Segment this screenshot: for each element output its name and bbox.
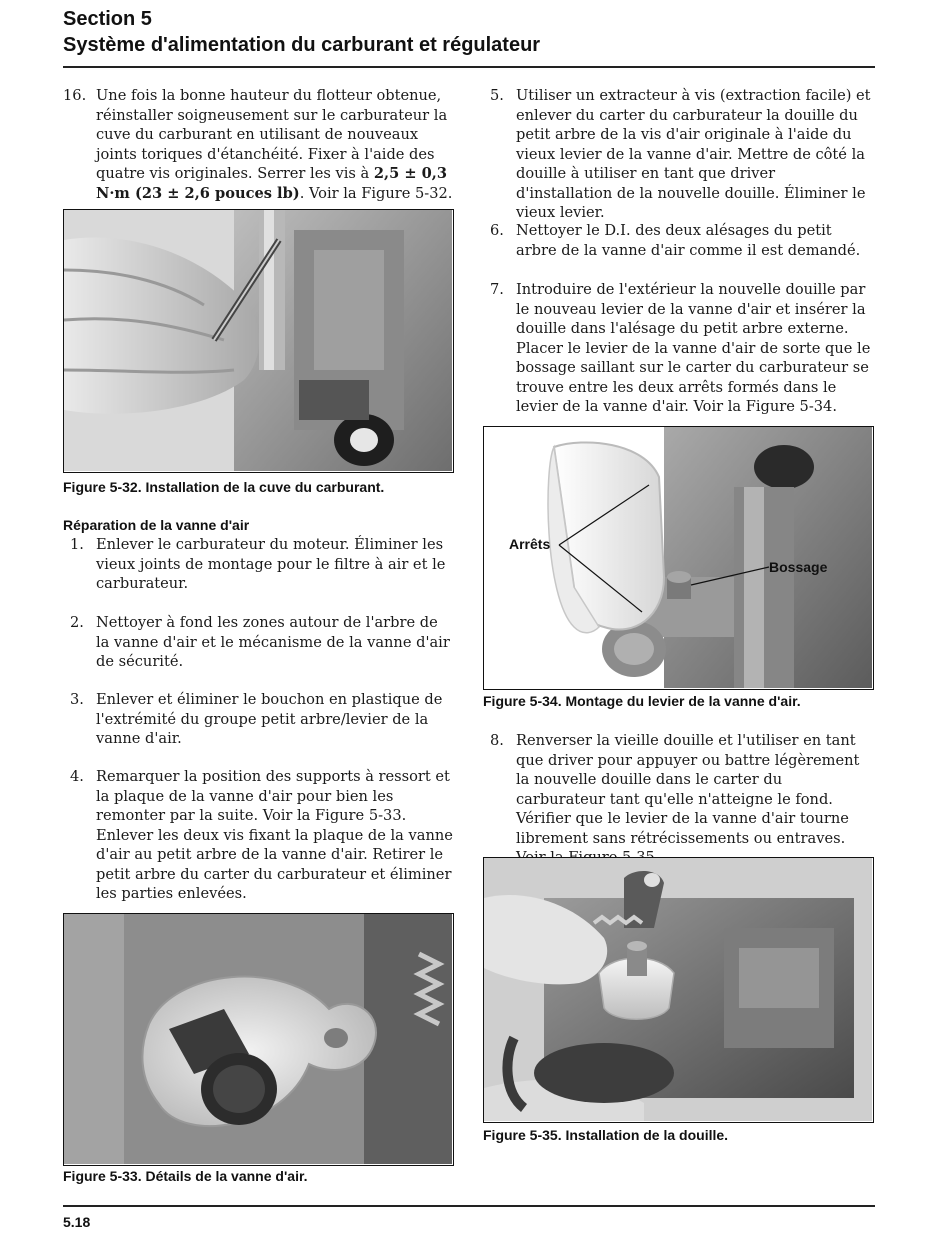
step-16	[63, 86, 455, 204]
boss-label: Bossage	[769, 559, 828, 575]
step-text: Utiliser un extracteur à vis (extraction facile) et enlever du carter du carburateur la douille du petit arbre de la vis d'air originale à l'aide du vieux levier de la vanne d'air. Mettre de côté la douille à utiliser en tant que driver d'installation de la nouvelle douille. Éliminer le vieux levier.	[516, 87, 871, 221]
step-text: Enlever et éliminer le bouchon en plastique de l'extrémité du groupe petit arbre/levier de la vanne d'air.	[96, 691, 443, 747]
figure-5-34-photo	[483, 426, 874, 690]
figure-5-34-caption: Figure 5-34. Montage du levier de la vanne d'air.	[483, 693, 801, 709]
step-number: 6.	[490, 222, 504, 239]
step-number: 2.	[70, 614, 84, 631]
figure-5-35-photo	[483, 857, 874, 1123]
stops-label: Arrêts	[509, 536, 551, 552]
step-text: Remarquer la position des supports à ressort et la plaque de la vanne d'air pour bien les remonter par la suite. Voir la Figure 5-33. Enlever les deux vis fixant la plaque de la vanne d'air au petit arbre de la vanne d'air. Retirer le petit arbre du carter du carburateur et éliminer les parties enlevées.	[96, 768, 453, 902]
header-divider	[63, 66, 875, 68]
figure-5-33-photo	[63, 913, 454, 1166]
choke-valve-detail-image	[64, 914, 452, 1164]
step-number: 8.	[490, 732, 504, 749]
subsection-heading: Réparation de la vanne d'air	[63, 517, 250, 533]
step-1	[70, 535, 455, 595]
step-text: Nettoyer à fond les zones autour de l'arbre de la vanne d'air et le mécanisme de la vanne d'air de sécurité.	[96, 614, 450, 670]
footer-divider	[63, 1205, 875, 1207]
step-text: Introduire de l'extérieur la nouvelle douille par le nouveau levier de la vanne d'air et insérer la douille dans l'alésage du petit arbre externe. Placer le levier de la vanne d'air de sorte que le bossage saillant sur le carter du carburateur se trouve entre les deux arrêts formés dans le levier de la vanne d'air. Voir la Figure 5-34.	[516, 281, 871, 415]
figure-5-33-caption: Figure 5-33. Détails de la vanne d'air.	[63, 1168, 308, 1184]
figure-5-32-photo	[63, 209, 454, 473]
step-2	[70, 613, 455, 673]
step-number: 16.	[63, 87, 87, 104]
step-8	[490, 731, 875, 851]
step-number: 7.	[490, 281, 504, 298]
step-number: 3.	[70, 691, 84, 708]
page-number: 5.18	[63, 1214, 91, 1230]
section-header	[63, 6, 875, 58]
step-number: 5.	[490, 87, 504, 104]
step-number: 4.	[70, 768, 84, 785]
step-text: Une fois la bonne hauteur du flotteur obtenue, réinstaller soigneusement sur le carburateur la cuve du carburant en utilisant de nouveaux joints toriques d'étanchéité. Fixer à l'aide des quatre vis originales. Serrer les vis à 2,5 ± 0,3 N·m (23 ± 2,6 pouces lb). Voir la Figure 5-32.	[96, 87, 453, 202]
step-text: Renverser la vieille douille et l'utiliser en tant que driver pour appuyer ou battre légèrement la nouvelle douille dans le carter du carburateur tant qu'elle n'atteigne le fond. Vérifier que le levier de la vanne d'air tourne librement sans rétrécissements ou entraves.	[516, 732, 860, 847]
step-text: Nettoyer le D.I. des deux alésages du petit arbre de la vanne d'air comme il est demandé.	[516, 222, 861, 259]
step-5	[490, 86, 875, 221]
step-text: Enlever le carburateur du moteur. Éliminer les vieux joints de montage pour le filtre à air et le carburateur.	[96, 536, 446, 592]
step-4	[70, 767, 455, 905]
section-title: Système d'alimentation du carburant et régulateur	[63, 34, 541, 56]
step-7	[490, 280, 875, 418]
section-number: Section 5	[63, 8, 152, 30]
step-3	[70, 690, 455, 750]
torque-spec: 2,5 ± 0,3 N·m (23 ± 2,6 pouces lb)	[96, 165, 448, 202]
figure-5-35-caption: Figure 5-35. Installation de la douille.	[483, 1127, 729, 1143]
step-number: 1.	[70, 536, 84, 553]
carburetor-bowl-install-image	[64, 210, 452, 471]
figure-5-32-caption: Figure 5-32. Installation de la cuve du carburant.	[63, 479, 385, 495]
bushing-install-image	[484, 858, 872, 1121]
step-6	[490, 221, 875, 263]
choke-lever-assembly-image	[484, 427, 872, 688]
